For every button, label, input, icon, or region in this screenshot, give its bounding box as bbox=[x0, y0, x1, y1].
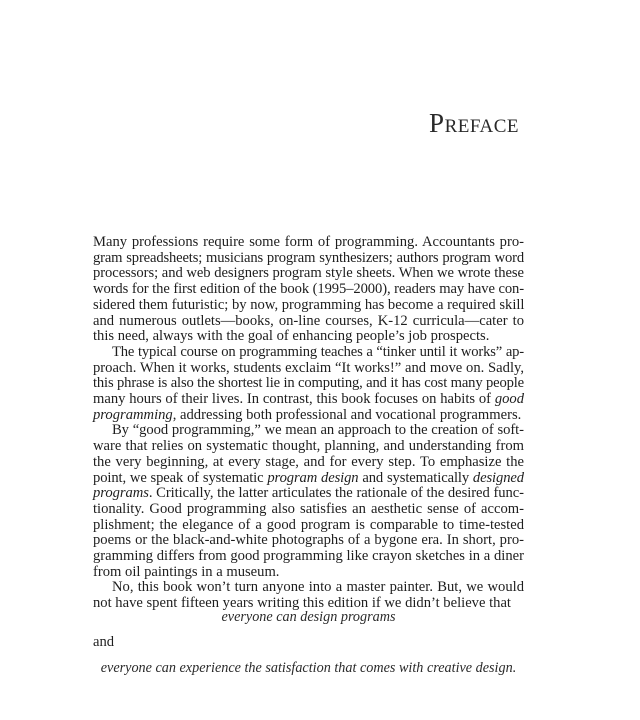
text-run: and systematically bbox=[362, 469, 470, 486]
paragraph-3 bbox=[93, 423, 524, 580]
text-line bbox=[93, 471, 524, 487]
text-line: this phrase is also the shortest lie in computing, and it has cost many people bbox=[93, 375, 524, 392]
body-text bbox=[93, 235, 524, 612]
display-quote-2: everyone can experience the satisfaction that comes with creative design. bbox=[100, 660, 517, 676]
text-run: . Critically, the latter articulates the rationale of the desired func- bbox=[148, 485, 524, 502]
text-line: plishment; the elegance of a good program is comparable to time-tested bbox=[93, 516, 524, 533]
emphasis: good bbox=[494, 391, 524, 408]
emphasis: programming bbox=[93, 406, 173, 423]
text-line: this need, always with the goal of enhancing people’s job prospects. bbox=[93, 328, 490, 345]
emphasis: programs bbox=[93, 485, 149, 502]
text-run: point, we speak of systematic bbox=[93, 469, 264, 486]
text-line: gram spreadsheets; musicians program synthesizers; authors program word bbox=[93, 249, 524, 266]
text-line: the very beginning, at every stage, and for every step. To emphasize the bbox=[93, 453, 524, 470]
text-line: gramming differs from good programming like crayon sketches in a diner bbox=[93, 548, 524, 565]
text-line: sidered them futuristic; by now, programming has become a required skill bbox=[93, 296, 525, 313]
paragraph-2 bbox=[93, 345, 524, 424]
text-line: proach. When it works, students exclaim “It works!” and move on. Sadly, bbox=[93, 359, 524, 376]
text-run: many hours of their lives. In contrast, this book focuses on habits of bbox=[93, 391, 492, 408]
text-line: By “good programming,” we mean an approach to the creation of soft- bbox=[112, 422, 524, 439]
paragraph-4 bbox=[93, 580, 524, 611]
text-line: and numerous outlets—books, on-line courses, K-12 curricula—cater to bbox=[93, 312, 524, 329]
text-line bbox=[93, 392, 524, 408]
text-line bbox=[93, 486, 524, 502]
text-line: from oil paintings in a museum. bbox=[93, 563, 280, 580]
text-line: The typical course on programming teaches a “tinker until it works” ap- bbox=[112, 343, 524, 360]
text-line: not have spent fifteen years writing this edition if we didn’t believe that bbox=[93, 595, 511, 612]
page-title: Preface bbox=[429, 108, 519, 138]
text-line: Many professions require some form of programming. Accountants pro- bbox=[93, 234, 524, 250]
text-line: tionality. Good programming also satisfies an aesthetic sense of accom- bbox=[93, 500, 524, 517]
connector-word: and bbox=[93, 634, 115, 650]
text-line: poems or the black-and-white photographs of a bygone era. In short, pro- bbox=[93, 532, 524, 549]
text-line: words for the first edition of the book (1995–2000), readers may have con- bbox=[93, 281, 524, 298]
text-line: processors; and web designers program style sheets. When we wrote these bbox=[93, 265, 524, 282]
text-line bbox=[93, 408, 524, 424]
text-line: No, this book won’t turn anyone into a master painter. But, we would bbox=[112, 579, 524, 596]
emphasis: program design bbox=[267, 469, 359, 486]
emphasis: designed bbox=[472, 469, 524, 486]
text-run: , addressing both professional and vocational programmers. bbox=[172, 406, 522, 423]
paragraph-1 bbox=[93, 235, 524, 345]
display-quote-1: everyone can design programs bbox=[221, 609, 396, 625]
text-line: ware that relies on systematic thought, planning, and understanding from bbox=[93, 438, 524, 455]
